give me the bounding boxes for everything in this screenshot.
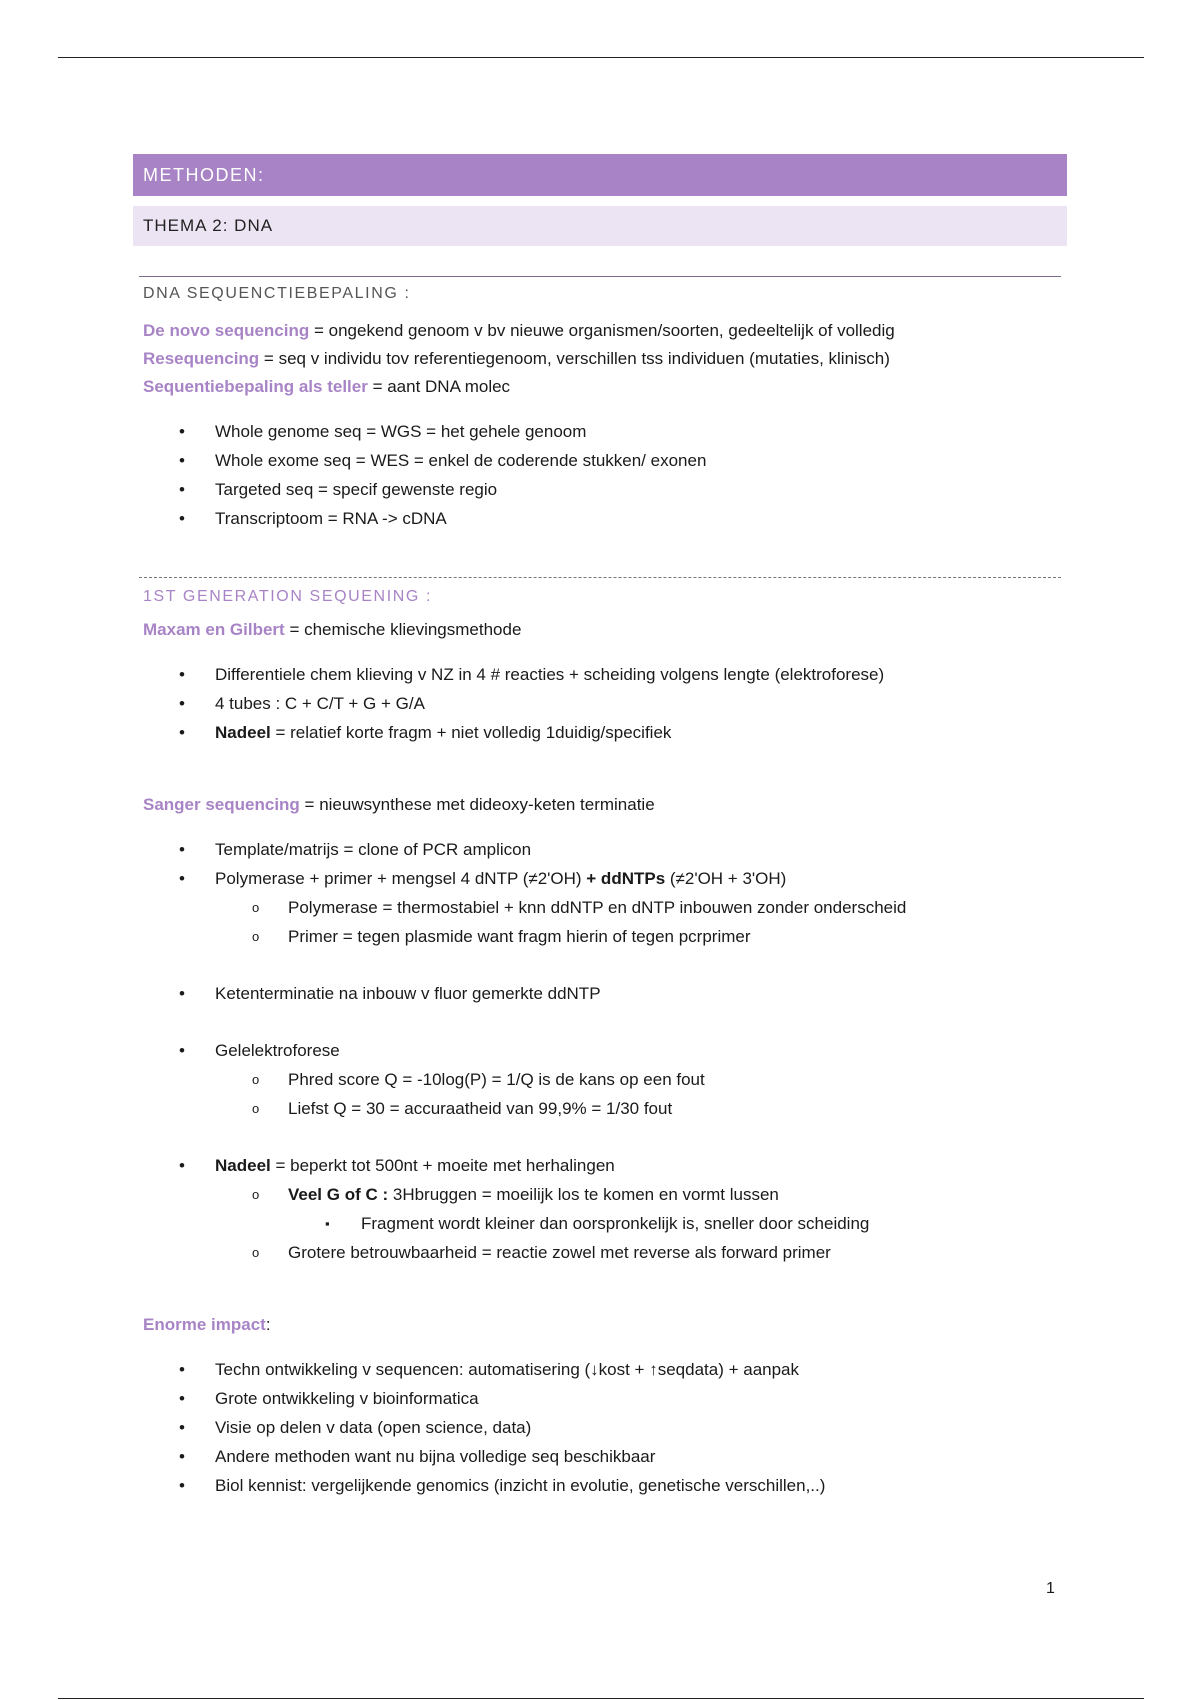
impact-heading bbox=[133, 1311, 1067, 1339]
list-item-text: = relatief korte fragm + niet volledig 1duidig/specifiek bbox=[270, 723, 672, 742]
list-item-text: = beperkt tot 500nt + moeite met herhalingen bbox=[270, 1156, 615, 1175]
list-item: • Targeted seq = specif gewenste regio bbox=[133, 475, 1067, 504]
definition-de-novo bbox=[133, 317, 1067, 345]
list-item bbox=[133, 1151, 1067, 1180]
bold-label: Veel G of C : bbox=[288, 1185, 389, 1204]
bold-label: + ddNTPs bbox=[586, 869, 666, 888]
definition-teller bbox=[133, 373, 1067, 401]
definition-term: Maxam en Gilbert bbox=[143, 620, 285, 639]
header-rule bbox=[58, 57, 1144, 58]
definition-term: Resequencing bbox=[143, 349, 260, 368]
list-item: • Biol kennist: vergelijkende genomics (inzicht in evolutie, genetische verschillen,..) bbox=[133, 1471, 1067, 1500]
page-number: 1 bbox=[1046, 1580, 1055, 1597]
definition-term: De novo sequencing bbox=[143, 321, 310, 340]
list-item-text: (≠2'OH + 3'OH) bbox=[665, 869, 787, 888]
list-item: • 4 tubes : C + C/T + G + G/A bbox=[133, 689, 1067, 718]
list-item bbox=[133, 718, 1067, 747]
sub-list-item: o Grotere betrouwbaarheid = reactie zowel met reverse als forward primer bbox=[133, 1238, 1067, 1267]
sub-list-item bbox=[133, 1180, 1067, 1209]
list-item: • Visie op delen v data (open science, data) bbox=[133, 1413, 1067, 1442]
section-heading-dna-sequencing: DNA SEQUENCTIEBEPALING : bbox=[139, 276, 1061, 309]
list-item: • Techn ontwikkeling v sequencen: automatisering (↓kost + ↑seqdata) + aanpak bbox=[133, 1355, 1067, 1384]
list-item-text: Polymerase + primer + mengsel 4 dNTP (≠2'OH) bbox=[215, 869, 587, 888]
sanger-sublist bbox=[133, 893, 1067, 951]
nadeel-subsublist bbox=[133, 1209, 1067, 1238]
theme-banner: THEMA 2: DNA bbox=[133, 206, 1067, 246]
sanger-definition bbox=[133, 791, 1067, 819]
section-heading-1st-generation: 1ST GENERATION SEQUENING : bbox=[139, 577, 1061, 612]
sub-list-item: o Primer = tegen plasmide want fragm hierin of tegen pcrprimer bbox=[133, 922, 1067, 951]
definition-text: = aant DNA molec bbox=[367, 377, 511, 396]
list-item: • Andere methoden want nu bijna volledige seq beschikbaar bbox=[133, 1442, 1067, 1471]
definition-text: = nieuwsynthese met dideoxy-keten terminatie bbox=[299, 795, 655, 814]
list-item: • Whole exome seq = WES = enkel de coderende stukken/ exonen bbox=[133, 446, 1067, 475]
list-item: • Transcriptoom = RNA -> cDNA bbox=[133, 504, 1067, 533]
bold-label: Nadeel bbox=[215, 723, 271, 742]
bold-label: Nadeel bbox=[215, 1156, 271, 1175]
list-item: • Grote ontwikkeling v bioinformatica bbox=[133, 1384, 1067, 1413]
definition-term: Sequentiebepaling als teller bbox=[143, 377, 368, 396]
footer-rule bbox=[58, 1698, 1144, 1699]
maxam-gilbert-list bbox=[133, 660, 1067, 747]
sanger-list-4 bbox=[133, 1151, 1067, 1180]
sub-sub-list-item: ▪ Fragment wordt kleiner dan oorspronkelijk is, sneller door scheiding bbox=[133, 1209, 1067, 1238]
definition-text: = ongekend genoom v bv nieuwe organismen/soorten, gedeeltelijk of volledig bbox=[309, 321, 895, 340]
definition-text: = seq v individu tov referentiegenoom, verschillen tss individuen (mutaties, klinisch) bbox=[259, 349, 890, 368]
sanger-list bbox=[133, 835, 1067, 893]
list-item: • Differentiele chem klieving v NZ in 4 # reacties + scheiding volgens lengte (elektroforese) bbox=[133, 660, 1067, 689]
definition-text: = chemische klievingsmethode bbox=[284, 620, 522, 639]
nadeel-sublist-2 bbox=[133, 1238, 1067, 1267]
list-item-text: 3Hbruggen = moeilijk los te komen en vormt lussen bbox=[388, 1185, 779, 1204]
list-item bbox=[133, 864, 1067, 893]
page-content bbox=[133, 154, 1067, 1500]
definition-text: : bbox=[265, 1315, 271, 1334]
section-banner: METHODEN: bbox=[133, 154, 1067, 196]
sequencing-types-list bbox=[133, 417, 1067, 533]
maxam-gilbert-definition bbox=[133, 616, 1067, 644]
list-item: • Template/matrijs = clone of PCR amplicon bbox=[133, 835, 1067, 864]
sub-list-item: o Polymerase = thermostabiel + knn ddNTP en dNTP inbouwen zonder onderscheid bbox=[133, 893, 1067, 922]
list-item: • Ketenterminatie na inbouw v fluor gemerkte ddNTP bbox=[133, 979, 1067, 1008]
sub-list-item: o Phred score Q = -10log(P) = 1/Q is de kans op een fout bbox=[133, 1065, 1067, 1094]
definition-term: Enorme impact bbox=[143, 1315, 266, 1334]
nadeel-sublist bbox=[133, 1180, 1067, 1209]
definition-term: Sanger sequencing bbox=[143, 795, 300, 814]
sub-list-item: o Liefst Q = 30 = accuraatheid van 99,9% = 1/30 fout bbox=[133, 1094, 1067, 1123]
sanger-list-2 bbox=[133, 979, 1067, 1008]
sanger-list-3 bbox=[133, 1036, 1067, 1065]
gelelektroforese-sublist bbox=[133, 1065, 1067, 1123]
list-item: • Whole genome seq = WGS = het gehele genoom bbox=[133, 417, 1067, 446]
definition-resequencing bbox=[133, 345, 1067, 373]
list-item: • Gelelektroforese bbox=[133, 1036, 1067, 1065]
impact-list bbox=[133, 1355, 1067, 1500]
